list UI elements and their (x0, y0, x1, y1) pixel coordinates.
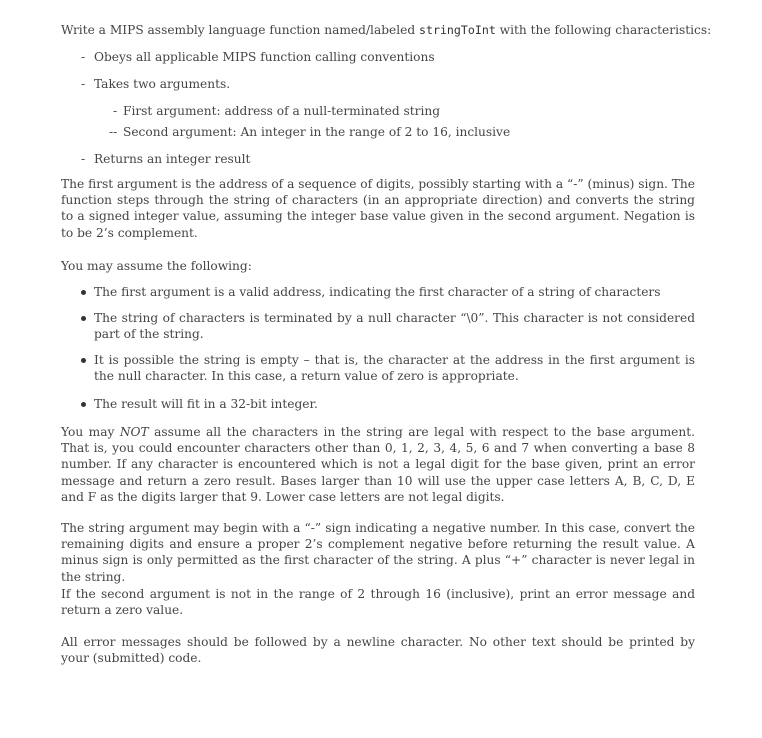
function-name: stringToInt (419, 23, 496, 37)
assume-heading: You may assume the following: (61, 259, 252, 273)
dash-marker: - (113, 104, 118, 118)
assumption-item: The first argument is a valid address, indicating the first character of a string of characters (94, 285, 661, 299)
dash-marker: - (81, 50, 86, 64)
assumption-item: The string of characters is terminated by a null character “\0”. This character is not considered part of the string. (94, 311, 695, 342)
bullet-marker (81, 290, 86, 295)
description-paragraph: The first argument is the address of a sequence of digits, possibly starting with a “-” (minus) sign. The function steps through the string of characters (in an appropriate direction) and converts the string to a signed integer value, assuming the integer base value given in the second argument. Negation is to be 2’s complement. (61, 177, 695, 240)
negative-paragraph: The string argument may begin with a “-” sign indicating a negative number. In this case, convert the remaining digits and ensure a proper 2’s complement negative before returning the result value. A minus sign is only permitted as the first character of the string. A plus “+” character is never legal in the string. (61, 521, 695, 584)
returns-item: Returns an integer result (94, 152, 251, 166)
para2-after: assume all the characters in the string are legal with respect to the base argument. That is, you could encounter characters other than 0, 1, 2, 3, 4, 5, 6 and 7 when converting a base 8 number. If any character is encountered which is not a legal digit for the base given, print an error message and return a zero result. Bases larger than 10 will use the upper case letters A, B, C, D, E and F as the digits larger that 9. Lower case letters are not legal digits. (61, 425, 695, 504)
base-range-paragraph: If the second argument is not in the range of 2 through 16 (inclusive), print an error message and return a zero value. (61, 587, 695, 618)
error-message-paragraph: All error messages should be followed by a newline character. No other text should be printed by your (submitted) code. (61, 635, 695, 666)
intro-after: with the following characteristics: (495, 23, 712, 37)
dash-marker: - (81, 77, 86, 91)
emphasis-not: NOT (119, 425, 149, 439)
bullet-marker (81, 402, 86, 407)
para2-before: You may (61, 425, 120, 439)
assumption-item: It is possible the string is empty – that is, the character at the address in the first argument is the null character. In this case, a return value of zero is appropriate. (94, 353, 695, 384)
characteristic-item: Takes two arguments. (94, 77, 231, 91)
assumption-item: The result will fit in a 32-bit integer. (94, 397, 318, 411)
dash-marker: - (81, 152, 86, 166)
bullet-marker (81, 358, 86, 363)
intro-line (61, 22, 711, 38)
characteristic-item: Obeys all applicable MIPS function calling conventions (94, 50, 435, 64)
legality-paragraph (61, 424, 695, 505)
argument-item: First argument: address of a null-terminated string (123, 104, 441, 118)
dash-marker: -- (109, 125, 118, 139)
bullet-marker (81, 316, 86, 321)
argument-item: Second argument: An integer in the range of 2 to 16, inclusive (123, 125, 511, 139)
intro-before: Write a MIPS assembly language function named/labeled (61, 23, 420, 37)
